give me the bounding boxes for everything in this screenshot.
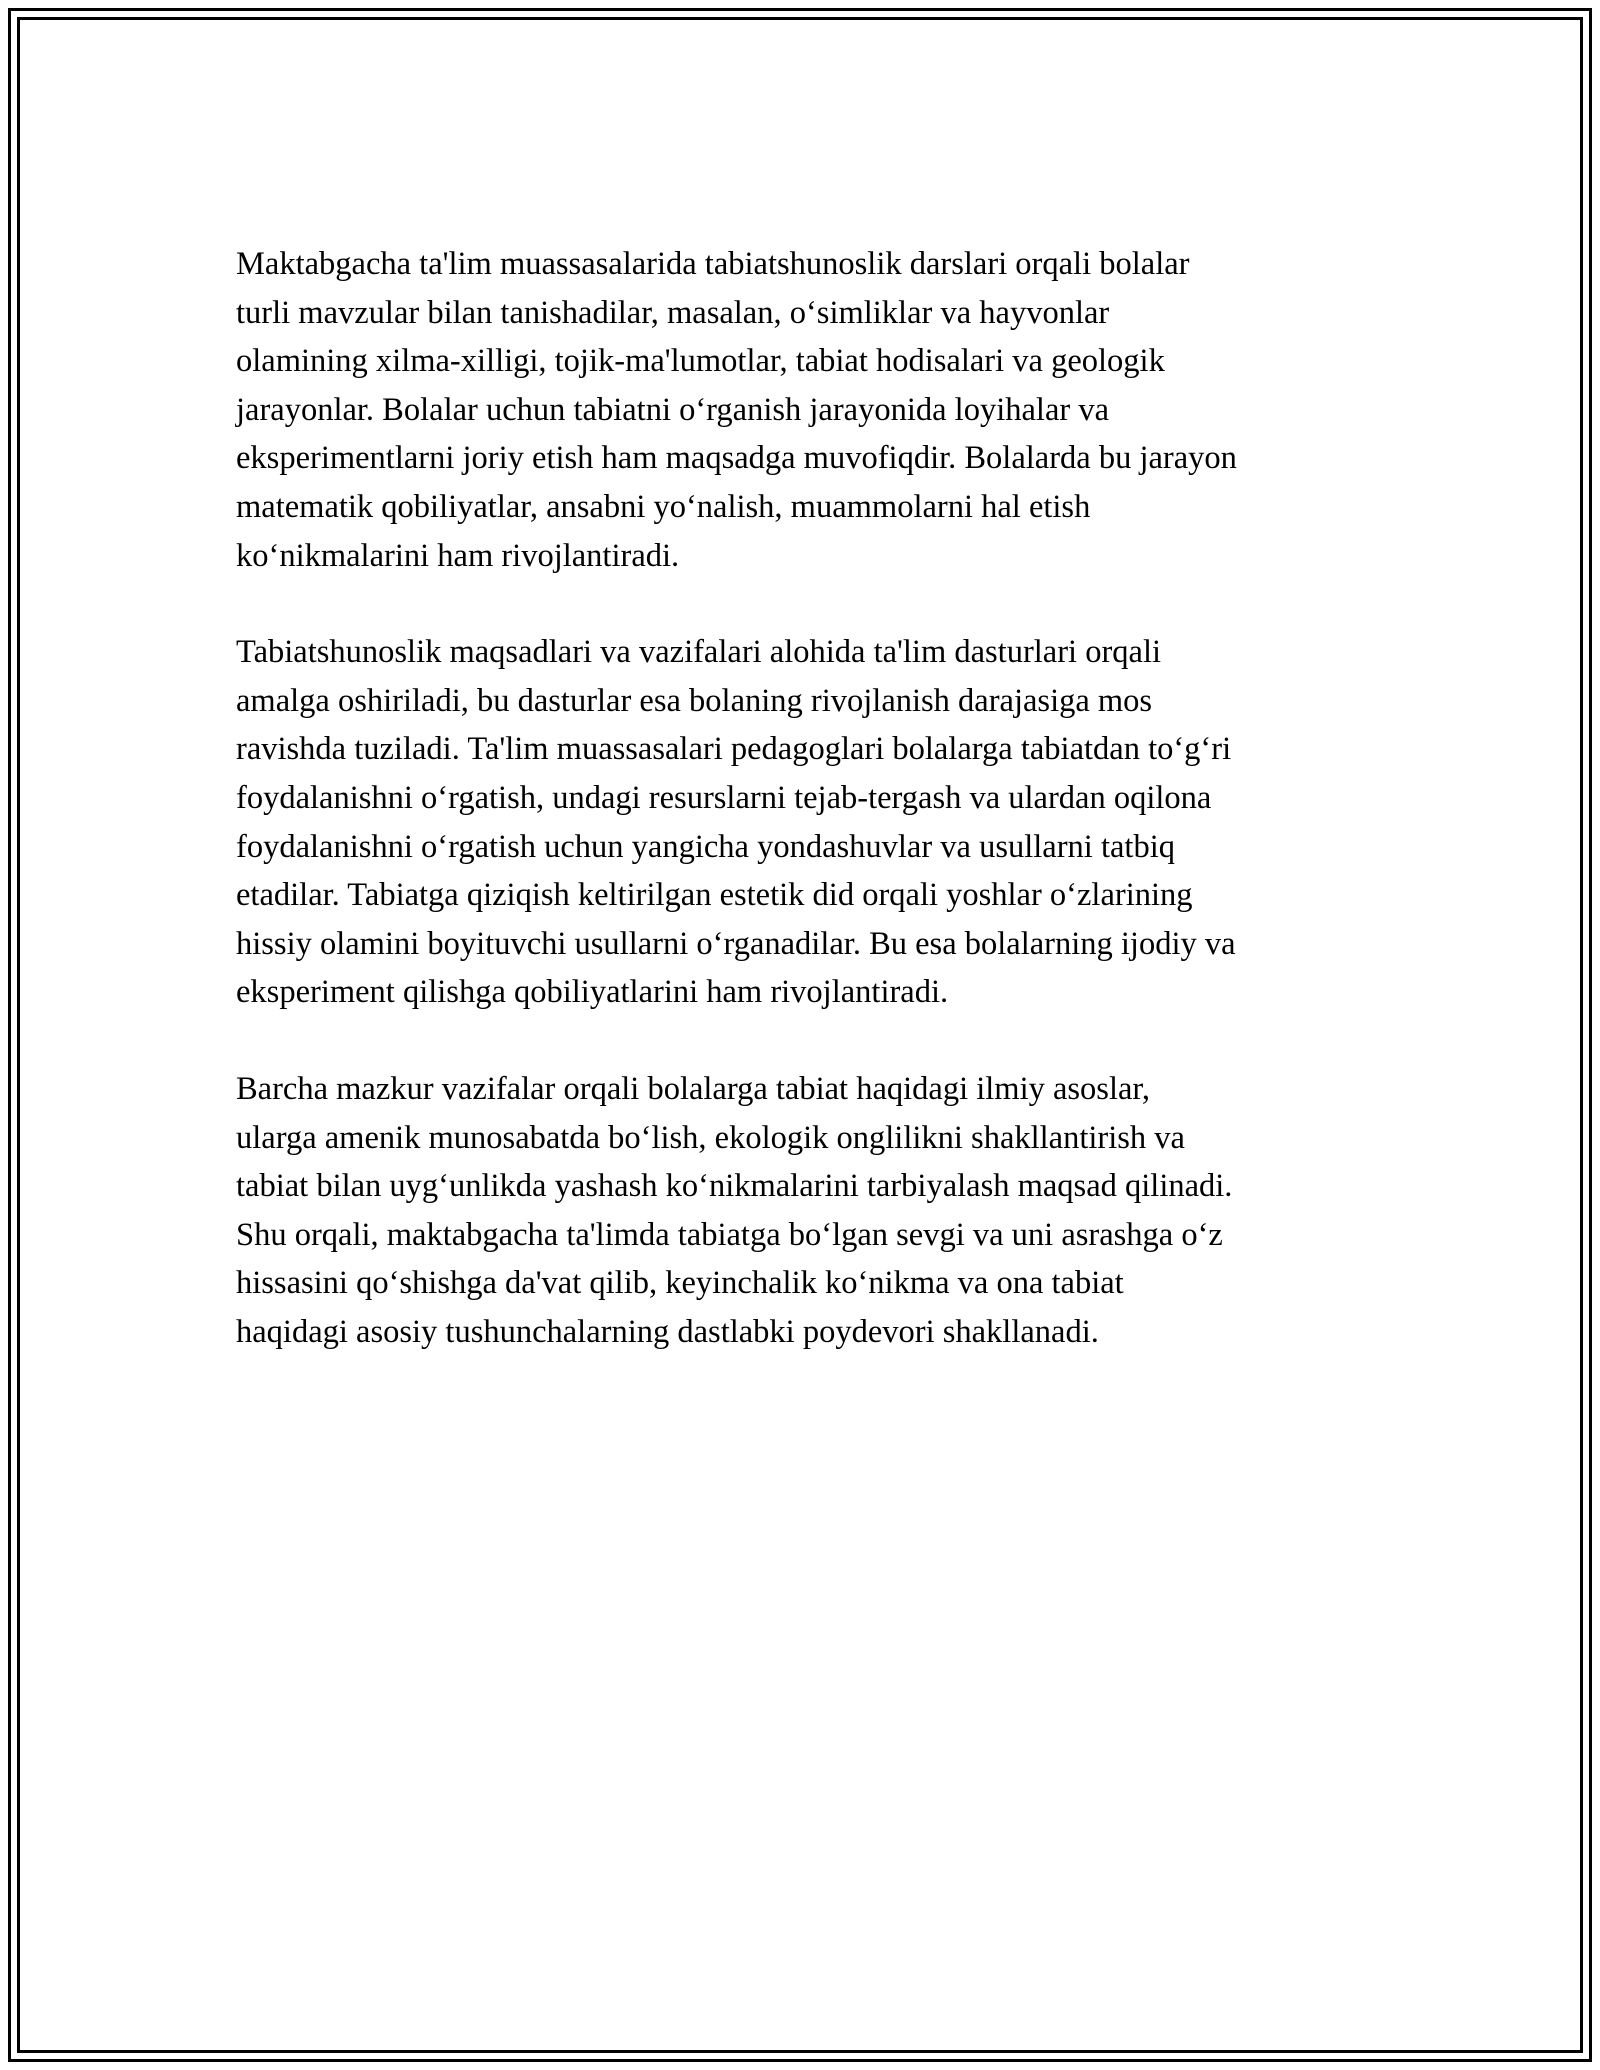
document-body [236, 240, 1396, 1404]
paragraph-3: Barcha mazkur vazifalar orqali bolalarga tabiat haqidagi ilmiy asoslar, ularga amenik munosabatda bo‘lish, ekologik onglilikni shakllantirish va tabiat bilan uyg‘unlikda yashash ko‘nikmalarini tarbiyalash maqsad qilinadi. Shu orqali, maktabgacha ta'limda tabiatga bo‘lgan sevgi va uni asrashga o‘z hissasini qo‘shishga da'vat qilib, keyinchalik ko‘nikma va ona tabiat haqidagi asosiy tushunchalarning dastlabki poydevori shakllanadi. [236, 1070, 1233, 1350]
paragraph-1: Maktabgacha ta'lim muassasalarida tabiatshunoslik darslari orqali bolalar turli mavzular bilan tanishadilar, masalan, o‘simliklar va hayvonlar olamining xilma-xilligi, tojik-ma'lumotlar, tabiat hodisalari va geologik jarayonlar. Bolalar uchun tabiatni o‘rganish jarayonida loyihalar va eksperimentlarni joriy etish ham maqsadga muvofiqdir. Bolalarda bu jarayon matematik qobiliyatlar, ansabni yo‘nalish, muammolarni hal etish ko‘nikmalarini ham rivojlantiradi. [236, 246, 1237, 574]
paragraph-2: Tabiatshunoslik maqsadlari va vazifalari alohida ta'lim dasturlari orqali amalga oshiriladi, bu dasturlar esa bolaning rivojlanish darajasiga mos ravishda tuziladi. Ta'lim muassasalari pedagoglari bolalarga tabiatdan to‘g‘ri foydalanishni o‘rgatish, undagi resurslarni tejab-tergash va ulardan oqilona foydalanishni o‘rgatish uchun yangicha yondashuvlar va usullarni tatbiq etadilar. Tabiatga qiziqish keltirilgan estetik did orqali yoshlar o‘zlarining hissiy olamini boyituvchi usullarni o‘rganadilar. Bu esa bolalarning ijodiy va eksperiment qilishga qobiliyatlarini ham rivojlantiradi. [236, 634, 1236, 1011]
